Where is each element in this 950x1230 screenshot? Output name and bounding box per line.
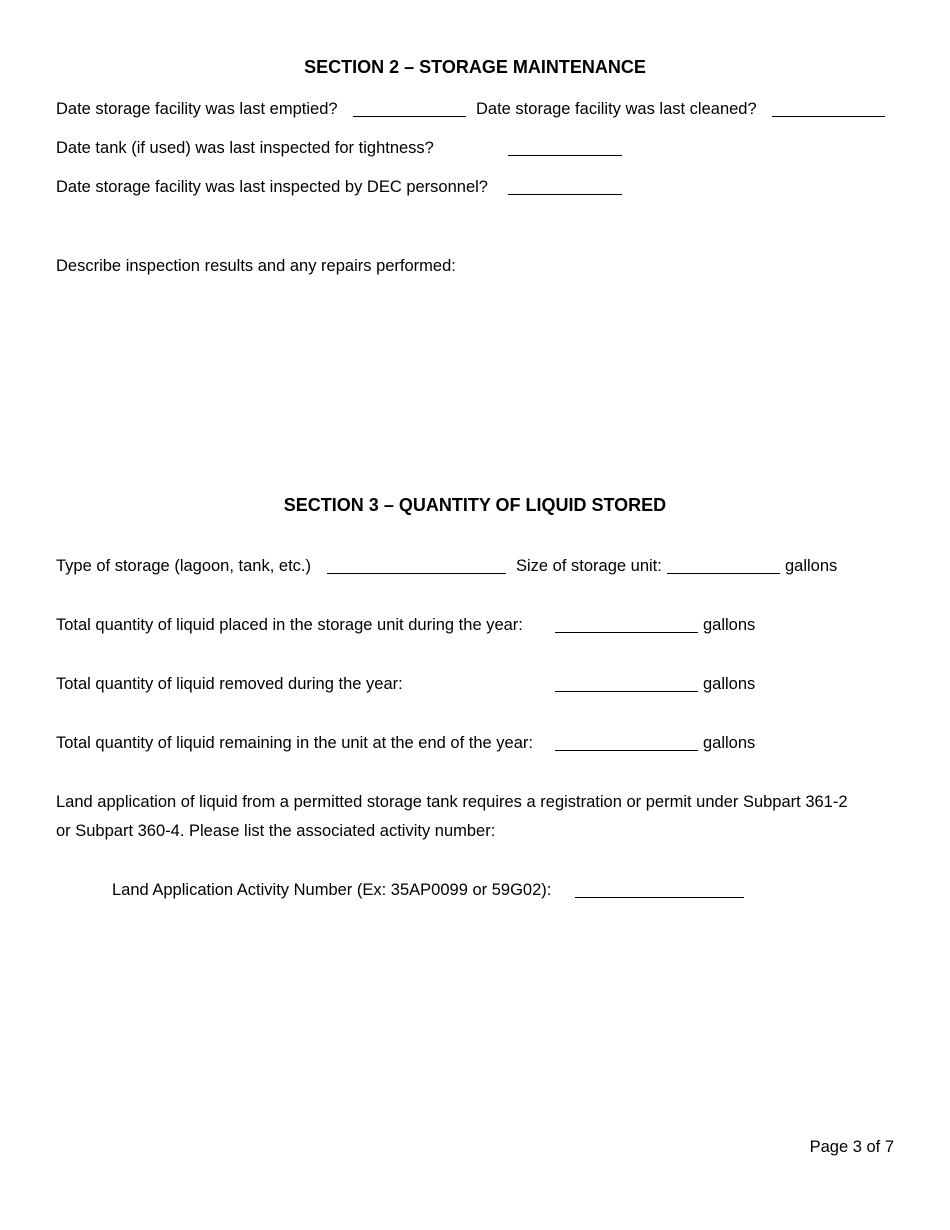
describe-label: Describe inspection results and any repairs performed: [56,257,456,275]
tank-inspected-field[interactable] [508,140,622,156]
last-cleaned-label: Date storage facility was last cleaned? [476,100,757,118]
tank-inspected-label: Date tank (if used) was last inspected for tightness? [56,139,434,157]
storage-type-label: Type of storage (lagoon, tank, etc.) [56,557,311,575]
land-application-note-line-2: or Subpart 360-4. Please list the associated activity number: [56,822,496,840]
section-2-title: SECTION 2 – STORAGE MAINTENANCE [304,57,646,77]
activity-number-label: Land Application Activity Number (Ex: 35AP0099 or 59G02): [112,881,552,899]
storage-type-field[interactable] [327,558,506,574]
placed-field[interactable] [555,617,698,633]
activity-number-field[interactable] [575,882,744,898]
section-3-title: SECTION 3 – QUANTITY OF LIQUID STORED [283,495,667,515]
storage-size-label: Size of storage unit: [516,557,662,575]
remaining-label: Total quantity of liquid remaining in the unit at the end of the year: [56,734,533,752]
dec-inspected-label: Date storage facility was last inspected by DEC personnel? [56,178,488,196]
removed-label: Total quantity of liquid removed during the year: [56,675,403,693]
removed-field[interactable] [555,676,698,692]
removed-unit: gallons [703,675,756,693]
storage-size-unit: gallons [785,557,838,575]
remaining-field[interactable] [555,735,698,751]
placed-unit: gallons [703,616,756,634]
last-emptied-field[interactable] [353,101,466,117]
last-cleaned-field[interactable] [772,101,885,117]
page-number: Page 3 of 7 [809,1138,894,1156]
storage-size-field[interactable] [667,558,780,574]
dec-inspected-field[interactable] [508,179,622,195]
describe-area[interactable] [56,280,886,460]
placed-label: Total quantity of liquid placed in the storage unit during the year: [56,616,523,634]
remaining-unit: gallons [703,734,756,752]
last-emptied-label: Date storage facility was last emptied? [56,100,338,118]
land-application-note-line-1: Land application of liquid from a permitted storage tank requires a registration or permit under Subpart 361-2 [56,793,848,811]
